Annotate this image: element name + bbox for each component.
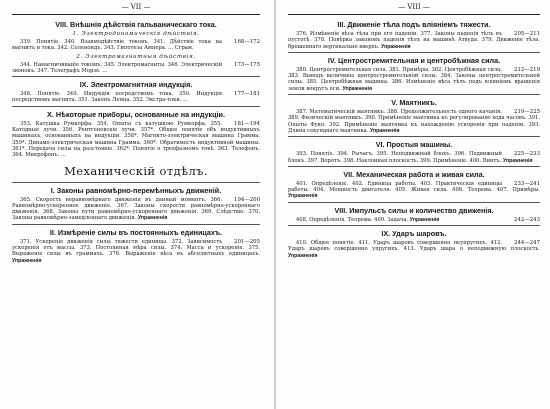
section-divider bbox=[288, 94, 540, 95]
exercises-label: Упражненія bbox=[288, 252, 318, 259]
page-range: 168—172 bbox=[234, 39, 260, 45]
entry-text: 339. Понятіе. 340. Взаимодѣйствіе токовъ. 341. Дѣйствіе тока на магнитъ и тока. 342. Соленоидъ. 343. Гипотеза Ампера. ... bbox=[12, 39, 223, 52]
toc-entry bbox=[12, 39, 260, 52]
section-heading: VII. Механическая работа и живая сила. bbox=[343, 169, 485, 179]
section-divider bbox=[288, 52, 540, 53]
section-divider bbox=[288, 136, 540, 137]
toc-entry bbox=[288, 181, 540, 200]
page-number: — VII — bbox=[121, 3, 151, 11]
page-range: 233—241 bbox=[514, 180, 540, 187]
section-heading: I. Законы равномѣрно-перемѣнныхъ движеній. bbox=[50, 185, 222, 195]
page-number: — VIII — bbox=[398, 3, 430, 11]
section-heading: IV. Центростремительная и центробѣжная сила. bbox=[327, 55, 501, 65]
part-divider bbox=[12, 182, 260, 183]
toc-entry bbox=[12, 91, 260, 104]
section-divider bbox=[12, 224, 260, 225]
page-range: 173—175 bbox=[234, 61, 260, 68]
toc-entry bbox=[288, 31, 540, 50]
page-range: 225—233 bbox=[514, 151, 540, 158]
section-divider bbox=[12, 76, 260, 77]
header-rule bbox=[288, 14, 540, 15]
page-range: 212—219 bbox=[514, 66, 540, 73]
entry-text: 348. Понятіе. 349. Индукція посредствомъ тока. 350. Индукція посредствомъ магнита. 351. Законъ Ленца. 352. Экстра-токи. ... bbox=[12, 91, 223, 104]
left-page bbox=[0, 0, 274, 409]
page-abbrev: Сграм. bbox=[174, 45, 194, 52]
exercises-label: Упражненія bbox=[369, 127, 400, 134]
section-heading: V. Маятникъ. bbox=[391, 98, 437, 108]
section-heading: III. Движеніе тѣла подъ вліяніемъ тяжести. bbox=[337, 20, 491, 29]
toc-entry bbox=[288, 217, 540, 223]
entry-text: 344. Намагничиваніе токомъ. 345. Электромагниты. 346. Электрическій звонокъ. 347. Телеграфъ Морзе. ... bbox=[12, 61, 223, 74]
exercises-label: Упражненія bbox=[288, 193, 318, 200]
subsection-heading: 2. Электромагнитныя дѣйствія. bbox=[76, 53, 196, 60]
entry-text: 376. Измѣненіе вѣса тѣла при его паденіи. 377. Законы паденія тѣлъ въ пустотѣ. 378. Повѣрка законовъ паденія тѣлъ на машинѣ Атвуда. 379. Движеніе тѣла, брошеннаго вертикально вверхъ. bbox=[288, 31, 540, 50]
entry-text: 401. Опредѣленіе. 402. Единица работы. 403. Практическія единицы работы. 404. Мощность двигателя. 405. Живая сила. 406. Теорема. 407. Примѣры. bbox=[288, 180, 540, 194]
entry-text: 410. Общее понятіе. 411. Ударъ шаровъ совершенно неупругихъ. 412. Ударъ шаровъ совершенно упругихъ. 413. Ударъ шара о неподвижную плоскость. bbox=[288, 240, 540, 253]
part-title: Механическій отдѣлъ. bbox=[64, 163, 208, 178]
left-page-content bbox=[12, 20, 260, 264]
page-range: 242—243 bbox=[514, 216, 540, 223]
exercises-label: Упражненія bbox=[381, 43, 411, 50]
entry-text: 408. Опредѣленія. Теорема. 409. Задача. bbox=[296, 216, 409, 223]
header-rule bbox=[12, 14, 260, 15]
section-divider bbox=[288, 202, 540, 203]
subsection-heading: 1. Электродинамическія дѣйствія. bbox=[72, 31, 200, 37]
right-page bbox=[276, 0, 550, 409]
exercises-label: Упражненія bbox=[12, 257, 42, 264]
page-range: 219—225 bbox=[514, 109, 540, 116]
section-divider bbox=[12, 106, 260, 107]
page-range: 205—211 bbox=[514, 31, 540, 37]
section-heading: IX. Ударъ шаровъ. bbox=[381, 229, 447, 239]
entry-text: 365. Скорость неравномѣрнаго движенія въ данный моментъ. 366. Равномѣрно-ускоренное движеніе. 367. Законы скорости равномѣрно-ускореннаго движенія. 368. Законы пути равномѣрно-ускореннаго движенія. 369. Слѣдствіе. 370. Законы равномѣрно-замедленнаго движенія. bbox=[12, 196, 260, 222]
section-heading: IX. Электромагнитная индукція. bbox=[79, 80, 193, 90]
toc-entry bbox=[288, 240, 540, 259]
section-heading: VIII. Импульсъ силы и количество движенія. bbox=[334, 205, 494, 215]
toc-entry bbox=[288, 67, 540, 92]
section-heading: II. Измѣреніе силы въ постоянныхъ единицахъ. bbox=[49, 227, 223, 237]
toc-entry bbox=[12, 197, 260, 222]
section-heading: VI. Простыя машины. bbox=[375, 140, 453, 150]
entry-text: 387. Математическій маятникъ. 388. Продолжительность одного качанія. 389. Физическій маятникъ. 390. Примѣненіе маятника къ регулированію хода часовъ. 391. Опыты Фуко. 392. Примѣненіе маятника къ нахожденію ускоренія при паденіи. 393. Длина секунднаго маятника. bbox=[288, 109, 540, 134]
section-heading: VIII. Внѣшнія дѣйствія гальваническаго тока. bbox=[55, 20, 217, 29]
page-range: 177—181 bbox=[234, 91, 260, 98]
toc-entry bbox=[12, 239, 260, 264]
exercises-label: Упражненія bbox=[342, 85, 372, 92]
toc-entry bbox=[12, 121, 260, 159]
page-range: 181—194 bbox=[234, 120, 260, 127]
section-divider bbox=[288, 225, 540, 226]
entry-text: 353. Катушка Румкорфа. 354. Опыты съ катушкою Румкорфа. 355. Катодные лучи. 356. Рентгеновскіе лучи. 357*. Общее понятіе объ индуктивныхъ машинахъ, основанныхъ на индукціи. 358*. Магнито-электрическая машина Грамма. 359*. Динамо-электрическая машина Грамма. 360*. Обратимость индуктивной машины. 361*. Передача силы на разстояніе. 362*. Понятіе о трехфазномъ токѣ. 363. Телефонъ. 364. Микрофонъ. ... bbox=[12, 120, 260, 159]
page-range: 244—247 bbox=[514, 240, 540, 247]
entry-text: 393. Понятіе. 394. Рычагъ. 395. Неподвижный блокъ. 396. Подвижный блокъ. 397. Воротъ. 398. Наклонная плоскость. 399. Примѣненіе. 400. Винтъ. bbox=[288, 151, 503, 164]
section-divider bbox=[288, 166, 540, 167]
exercises-label: Упражненія bbox=[409, 216, 440, 223]
entry-text: 380. Центростремительная сила. 381. Примѣры. 382. Центробѣжная сила. 383. Выводъ величины центростремительной силы. 384. Законы центростремительной силы. 385. Центробѣжная машина. 386. Измѣненіе вѣса тѣлъ подъ вліяніемъ вращенія земли вокругъ оси. bbox=[288, 66, 540, 92]
page-range: 194—200 bbox=[234, 196, 260, 203]
exercises-label: Упражненія bbox=[502, 157, 533, 164]
entry-text: 371. Ускореніе движенія силы тяжести единицы. 372. Зависимость ускоренія отъ массы. 373. Постоянная мѣра силы. 374. Масса и ускореніе. 375. Выраженіе силы въ граммахъ. 376. Выраженіе вѣса въ абсолютныхъ единицахъ. bbox=[12, 238, 260, 258]
exercises-label: Упражненія bbox=[137, 215, 168, 222]
toc-entry bbox=[12, 62, 260, 75]
toc-entry bbox=[288, 151, 540, 164]
page-range: 201—205 bbox=[234, 238, 260, 245]
section-heading: X. Нѣкоторые приборы, основанные на индукціи. bbox=[47, 109, 225, 119]
toc-entry bbox=[288, 109, 540, 134]
right-page-content bbox=[288, 20, 540, 259]
